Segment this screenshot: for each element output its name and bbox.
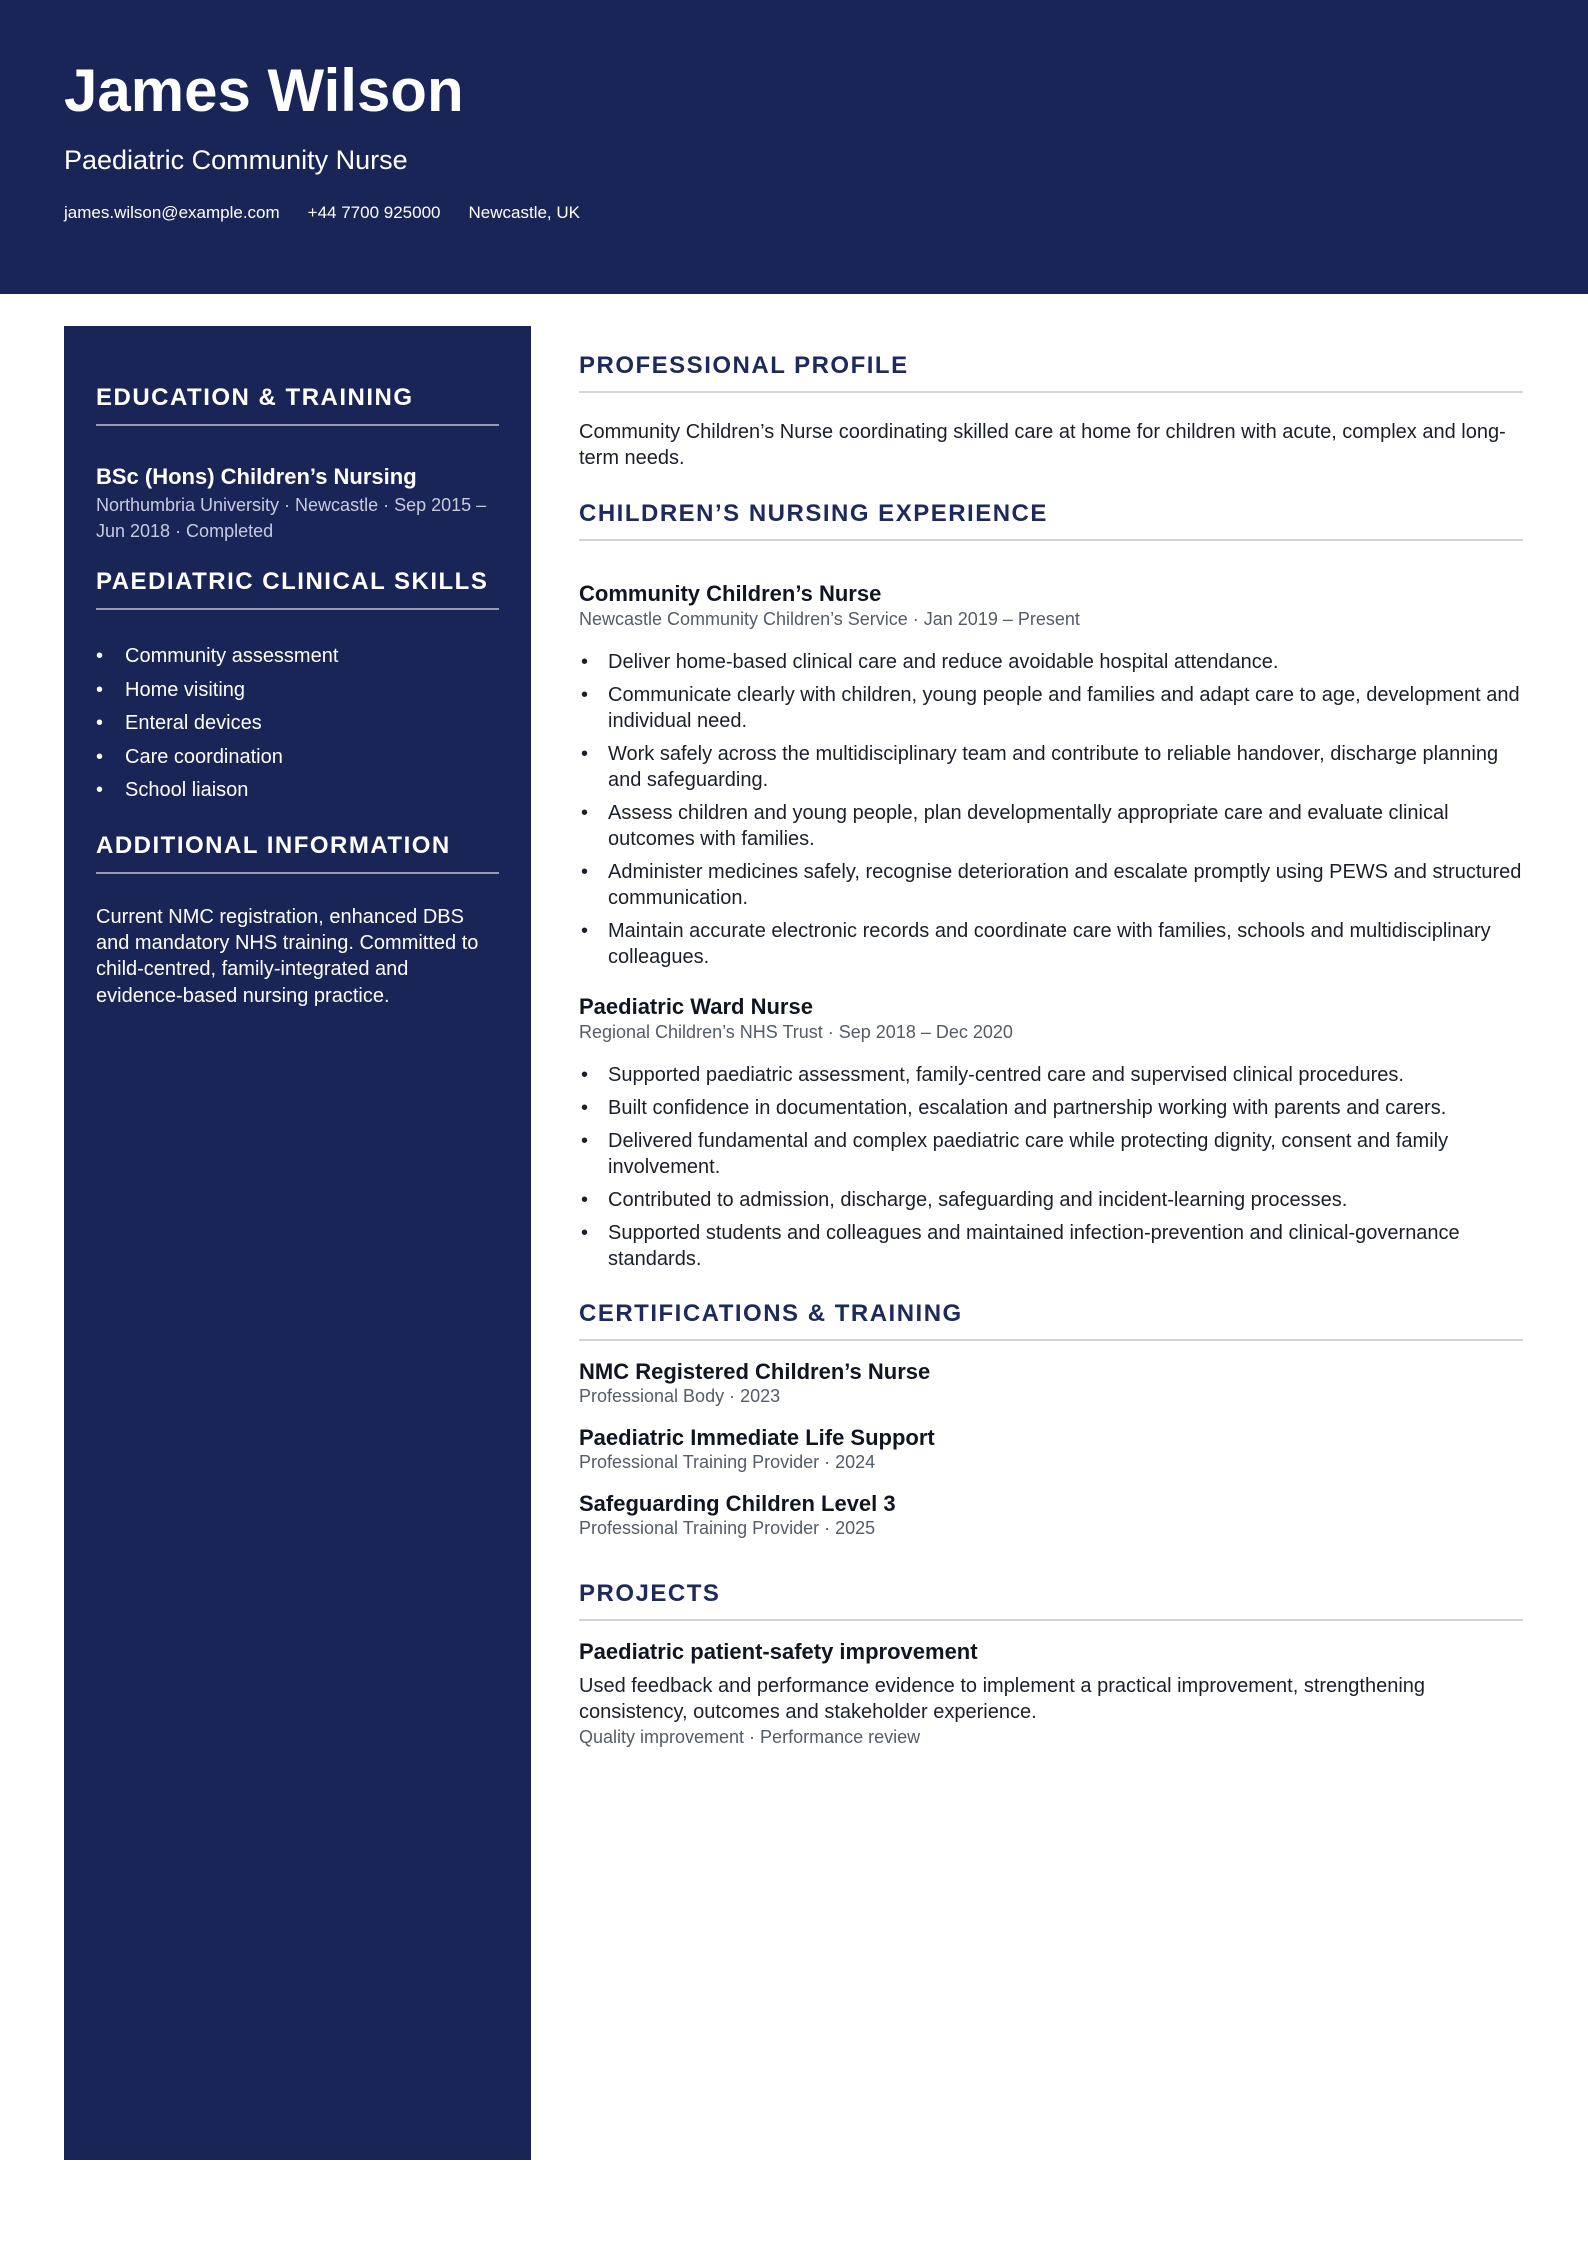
skill-item: • Care coordination (96, 745, 499, 769)
job-entry-title: Paediatric Ward Nurse (579, 994, 813, 1019)
project-description: Used feedback and performance evidence to implement a practical improvement, strengthening consistency, outcomes and stakeholder experience. (579, 1675, 1426, 1724)
skill-item: • School liaison (96, 778, 499, 802)
experience-heading: CHILDREN’S NURSING EXPERIENCE (579, 500, 1523, 541)
certification-name: NMC Registered Children’s Nurse (579, 1359, 931, 1384)
project-item (579, 1639, 1523, 1749)
profile-section (579, 352, 1523, 471)
bullet-item: • Supported students and colleagues and maintained infection-prevention and clinical-governance standards. (579, 1220, 1523, 1272)
job-entry-title: Community Children’s Nurse (579, 581, 882, 606)
bullet-item: • Supported paediatric assessment, family-centred care and supervised clinical procedures. (579, 1062, 1523, 1088)
job-entry (579, 994, 1523, 1279)
header-banner (0, 0, 1588, 294)
skills-heading: PAEDIATRIC CLINICAL SKILLS (96, 568, 499, 610)
skills-section (96, 568, 499, 812)
profile-heading: PROFESSIONAL PROFILE (579, 352, 1523, 393)
bullet-item: • Contributed to admission, discharge, safeguarding and incident-learning processes. (579, 1187, 1523, 1213)
job-bullets (579, 1062, 1523, 1272)
additional-info-text: Current NMC registration, enhanced DBS and mandatory NHS training. Committed to child-centred, family-integrated and evidence-based nursing practice. (96, 906, 479, 1007)
certification-meta: Professional Training Provider · 2024 (579, 1452, 876, 1473)
skill-item: • Home visiting (96, 678, 499, 702)
certification-meta: Professional Training Provider · 2025 (579, 1518, 876, 1539)
skill-item: • Enteral devices (96, 711, 499, 735)
bullet-item: • Built confidence in documentation, escalation and partnership working with parents and carers. (579, 1095, 1523, 1121)
bullet-item: • Communicate clearly with children, young people and families and adapt care to age, development and individual need. (579, 682, 1523, 734)
education-degree: BSc (Hons) Children’s Nursing (96, 464, 417, 489)
experience-section (579, 500, 1523, 541)
bullet-item: • Maintain accurate electronic records and coordinate care with families, schools and multidisciplinary colleagues. (579, 918, 1523, 970)
education-section (96, 384, 499, 545)
projects-heading: PROJECTS (579, 1580, 1523, 1621)
education-heading: EDUCATION & TRAINING (96, 384, 499, 426)
bullet-item: • Work safely across the multidisciplinary team and contribute to reliable handover, discharge planning and safeguarding. (579, 741, 1523, 793)
project-title: Paediatric patient-safety improvement (579, 1639, 978, 1664)
bullet-item: • Delivered fundamental and complex paediatric care while protecting dignity, consent and family involvement. (579, 1128, 1523, 1180)
job-entry-meta: Newcastle Community Children’s Service · Jan 2019 – Present (579, 609, 1080, 630)
job-entry-meta: Regional Children’s NHS Trust · Sep 2018 – Dec 2020 (579, 1022, 1013, 1043)
sidebar (64, 326, 531, 2160)
additional-info-heading: ADDITIONAL INFORMATION (96, 832, 499, 874)
certification-name: Paediatric Immediate Life Support (579, 1424, 935, 1450)
candidate-name: James Wilson (64, 57, 464, 124)
certifications-list (579, 1359, 1523, 1540)
email-text: james.wilson@example.com (64, 203, 280, 222)
bullet-item: • Deliver home-based clinical care and reduce avoidable hospital attendance. (579, 649, 1523, 675)
certification-item (579, 1359, 1523, 1408)
skill-item: • Community assessment (96, 644, 499, 668)
certification-item (579, 1491, 1523, 1540)
job-entry (579, 581, 1523, 977)
education-meta: Northumbria University · Newcastle · Sep 2015 – Jun 2018 · Completed (96, 495, 487, 542)
certification-item (579, 1425, 1523, 1474)
certifications-heading: CERTIFICATIONS & TRAINING (579, 1300, 1523, 1341)
contact-info (64, 203, 608, 223)
additional-info-section (96, 832, 499, 1009)
job-title: Paediatric Community Nurse (64, 145, 408, 175)
certification-meta: Professional Body · 2023 (579, 1386, 781, 1407)
bullet-item: • Administer medicines safely, recognise deterioration and escalate promptly using PEWS and structured communication. (579, 859, 1523, 911)
certification-name: Safeguarding Children Level 3 (579, 1490, 896, 1516)
profile-text: Community Children’s Nurse coordinating skilled care at home for children with acute, complex and long-term needs. (579, 421, 1506, 469)
phone-text: +44 7700 925000 (307, 203, 441, 222)
certifications-section (579, 1300, 1523, 1557)
bullet-item: • Assess children and young people, plan developmentally appropriate care and evaluate clinical outcomes with families. (579, 800, 1523, 852)
projects-section (579, 1580, 1523, 1749)
project-tags: Quality improvement · Performance review (579, 1727, 921, 1748)
skills-list (96, 644, 499, 802)
job-bullets (579, 649, 1523, 970)
location-text: Newcastle, UK (468, 203, 580, 222)
